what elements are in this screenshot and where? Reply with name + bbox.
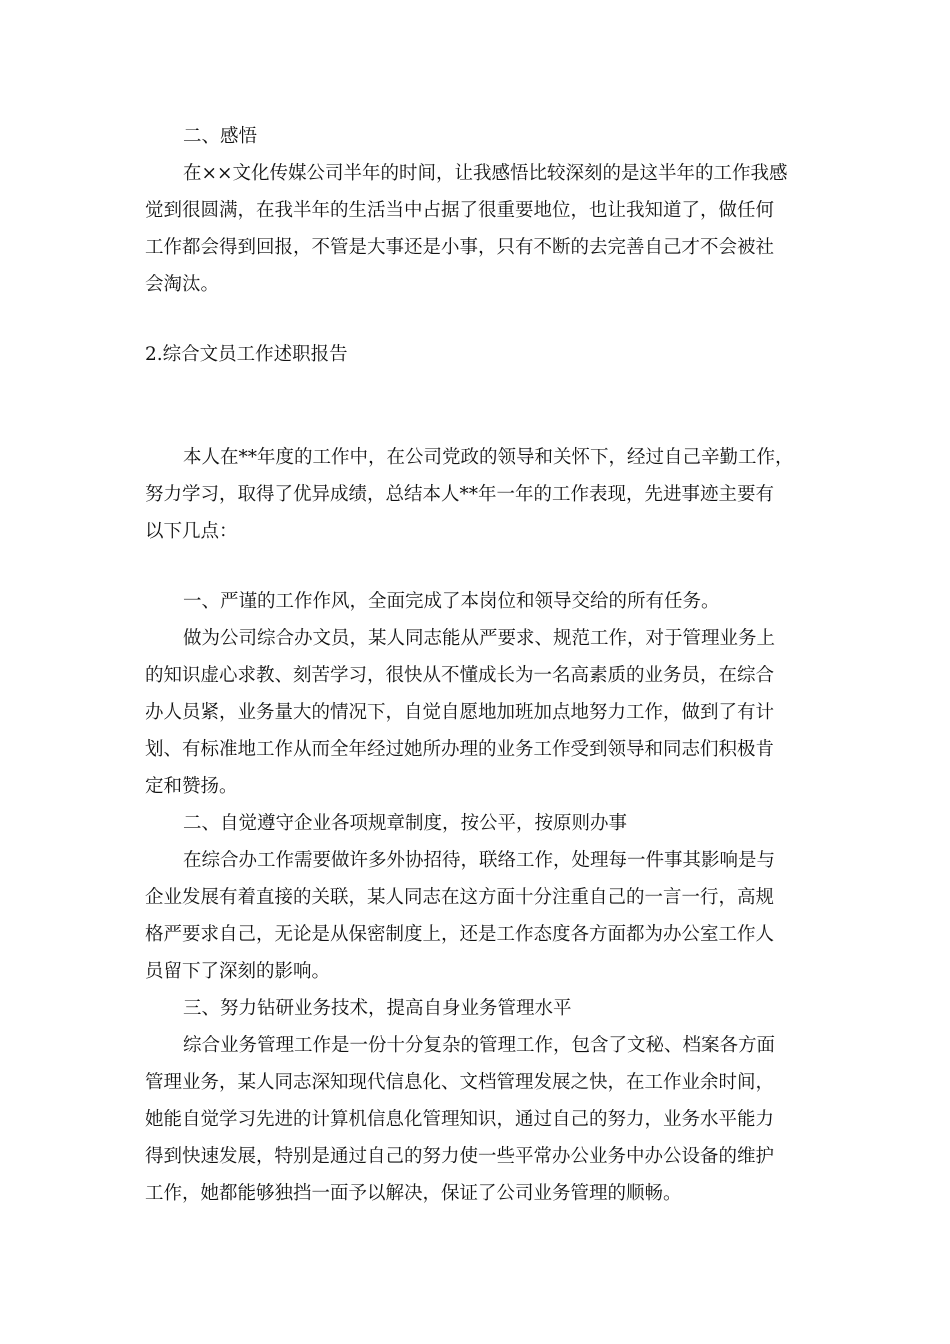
paragraph-line: 管理业务，某人同志深知现代信息化、文档管理发展之快，在工作业余时间，: [145, 1072, 775, 1093]
paragraph-line: 工作都会得到回报，不管是大事还是小事，只有不断的去完善自己才不会被社: [145, 237, 775, 258]
paragraph-line: 的知识虚心求教、刻苦学习，很快从不懂成长为一名高素质的业务员，在综合: [145, 665, 775, 686]
report-title: 2.综合文员工作述职报告: [145, 344, 348, 365]
paragraph-line: 企业发展有着直接的关联，某人同志在这方面十分注重自己的一言一行，高规: [145, 887, 775, 908]
paragraph-line: 会淘汰。: [145, 274, 220, 295]
paragraph-line: 格严要求自己，无论是从保密制度上，还是工作态度各方面都为办公室工作人: [145, 924, 775, 945]
paragraph-line: 以下几点：: [145, 521, 238, 542]
point-2-paragraph: [145, 842, 810, 990]
point-heading-2: 二、自觉遵守企业各项规章制度，按公平，按原则办事: [183, 813, 628, 834]
spacer: [145, 550, 810, 583]
spacer: [145, 373, 810, 439]
paragraph-line: 划、有标准地工作从而全年经过她所办理的业务工作受到领导和同志们积极肯: [145, 739, 775, 760]
paragraph-line: 她能自觉学习先进的计算机信息化管理知识，通过自己的努力，业务水平能力: [145, 1109, 775, 1130]
paragraph-line: 办人员紧，业务量大的情况下，自觉自愿地加班加点地努力工作，做到了有计: [145, 702, 775, 723]
paragraph-line: 工作，她都能够独挡一面予以解决，保证了公司业务管理的顺畅。: [145, 1183, 682, 1204]
paragraph-line: 觉到很圆满，在我半年的生活当中占据了很重要地位，也让我知道了，做任何: [145, 200, 775, 221]
document-page: [145, 118, 810, 1212]
paragraph-line: 员留下了深刻的影响。: [145, 961, 331, 982]
paragraph-line: 综合业务管理工作是一份十分复杂的管理工作，包含了文秘、档案各方面: [183, 1035, 776, 1056]
point-heading-1: 一、严谨的工作作风，全面完成了本岗位和领导交给的所有任务。: [183, 591, 720, 612]
spacer: [145, 303, 810, 336]
paragraph-line: 做为公司综合办文员，某人同志能从严要求、规范工作，对于管理业务上: [183, 628, 776, 649]
paragraph-line: 得到快速发展，特别是通过自己的努力使一些平常办公业务中办公设备的维护: [145, 1146, 775, 1167]
paragraph-line: 定和赞扬。: [145, 776, 238, 797]
point-3-paragraph: [145, 1027, 810, 1212]
section-ganwu-paragraph: [145, 155, 810, 303]
paragraph-line: 努力学习，取得了优异成绩，总结本人**年一年的工作表现，先进事迹主要有: [145, 484, 775, 505]
point-1-paragraph: [145, 620, 810, 805]
paragraph-line: 在××文化传媒公司半年的时间，让我感悟比较深刻的是这半年的工作我感: [183, 163, 788, 184]
paragraph-line: 在综合办工作需要做许多外协招待，联络工作，处理每一件事其影响是与: [183, 850, 776, 871]
section-heading-ganwu: 二、感悟: [183, 126, 258, 147]
report-intro-paragraph: [145, 439, 810, 550]
point-heading-3: 三、努力钻研业务技术，提高自身业务管理水平: [183, 998, 572, 1019]
paragraph-line: 本人在**年度的工作中，在公司党政的领导和关怀下，经过自己辛勤工作，: [183, 447, 794, 468]
